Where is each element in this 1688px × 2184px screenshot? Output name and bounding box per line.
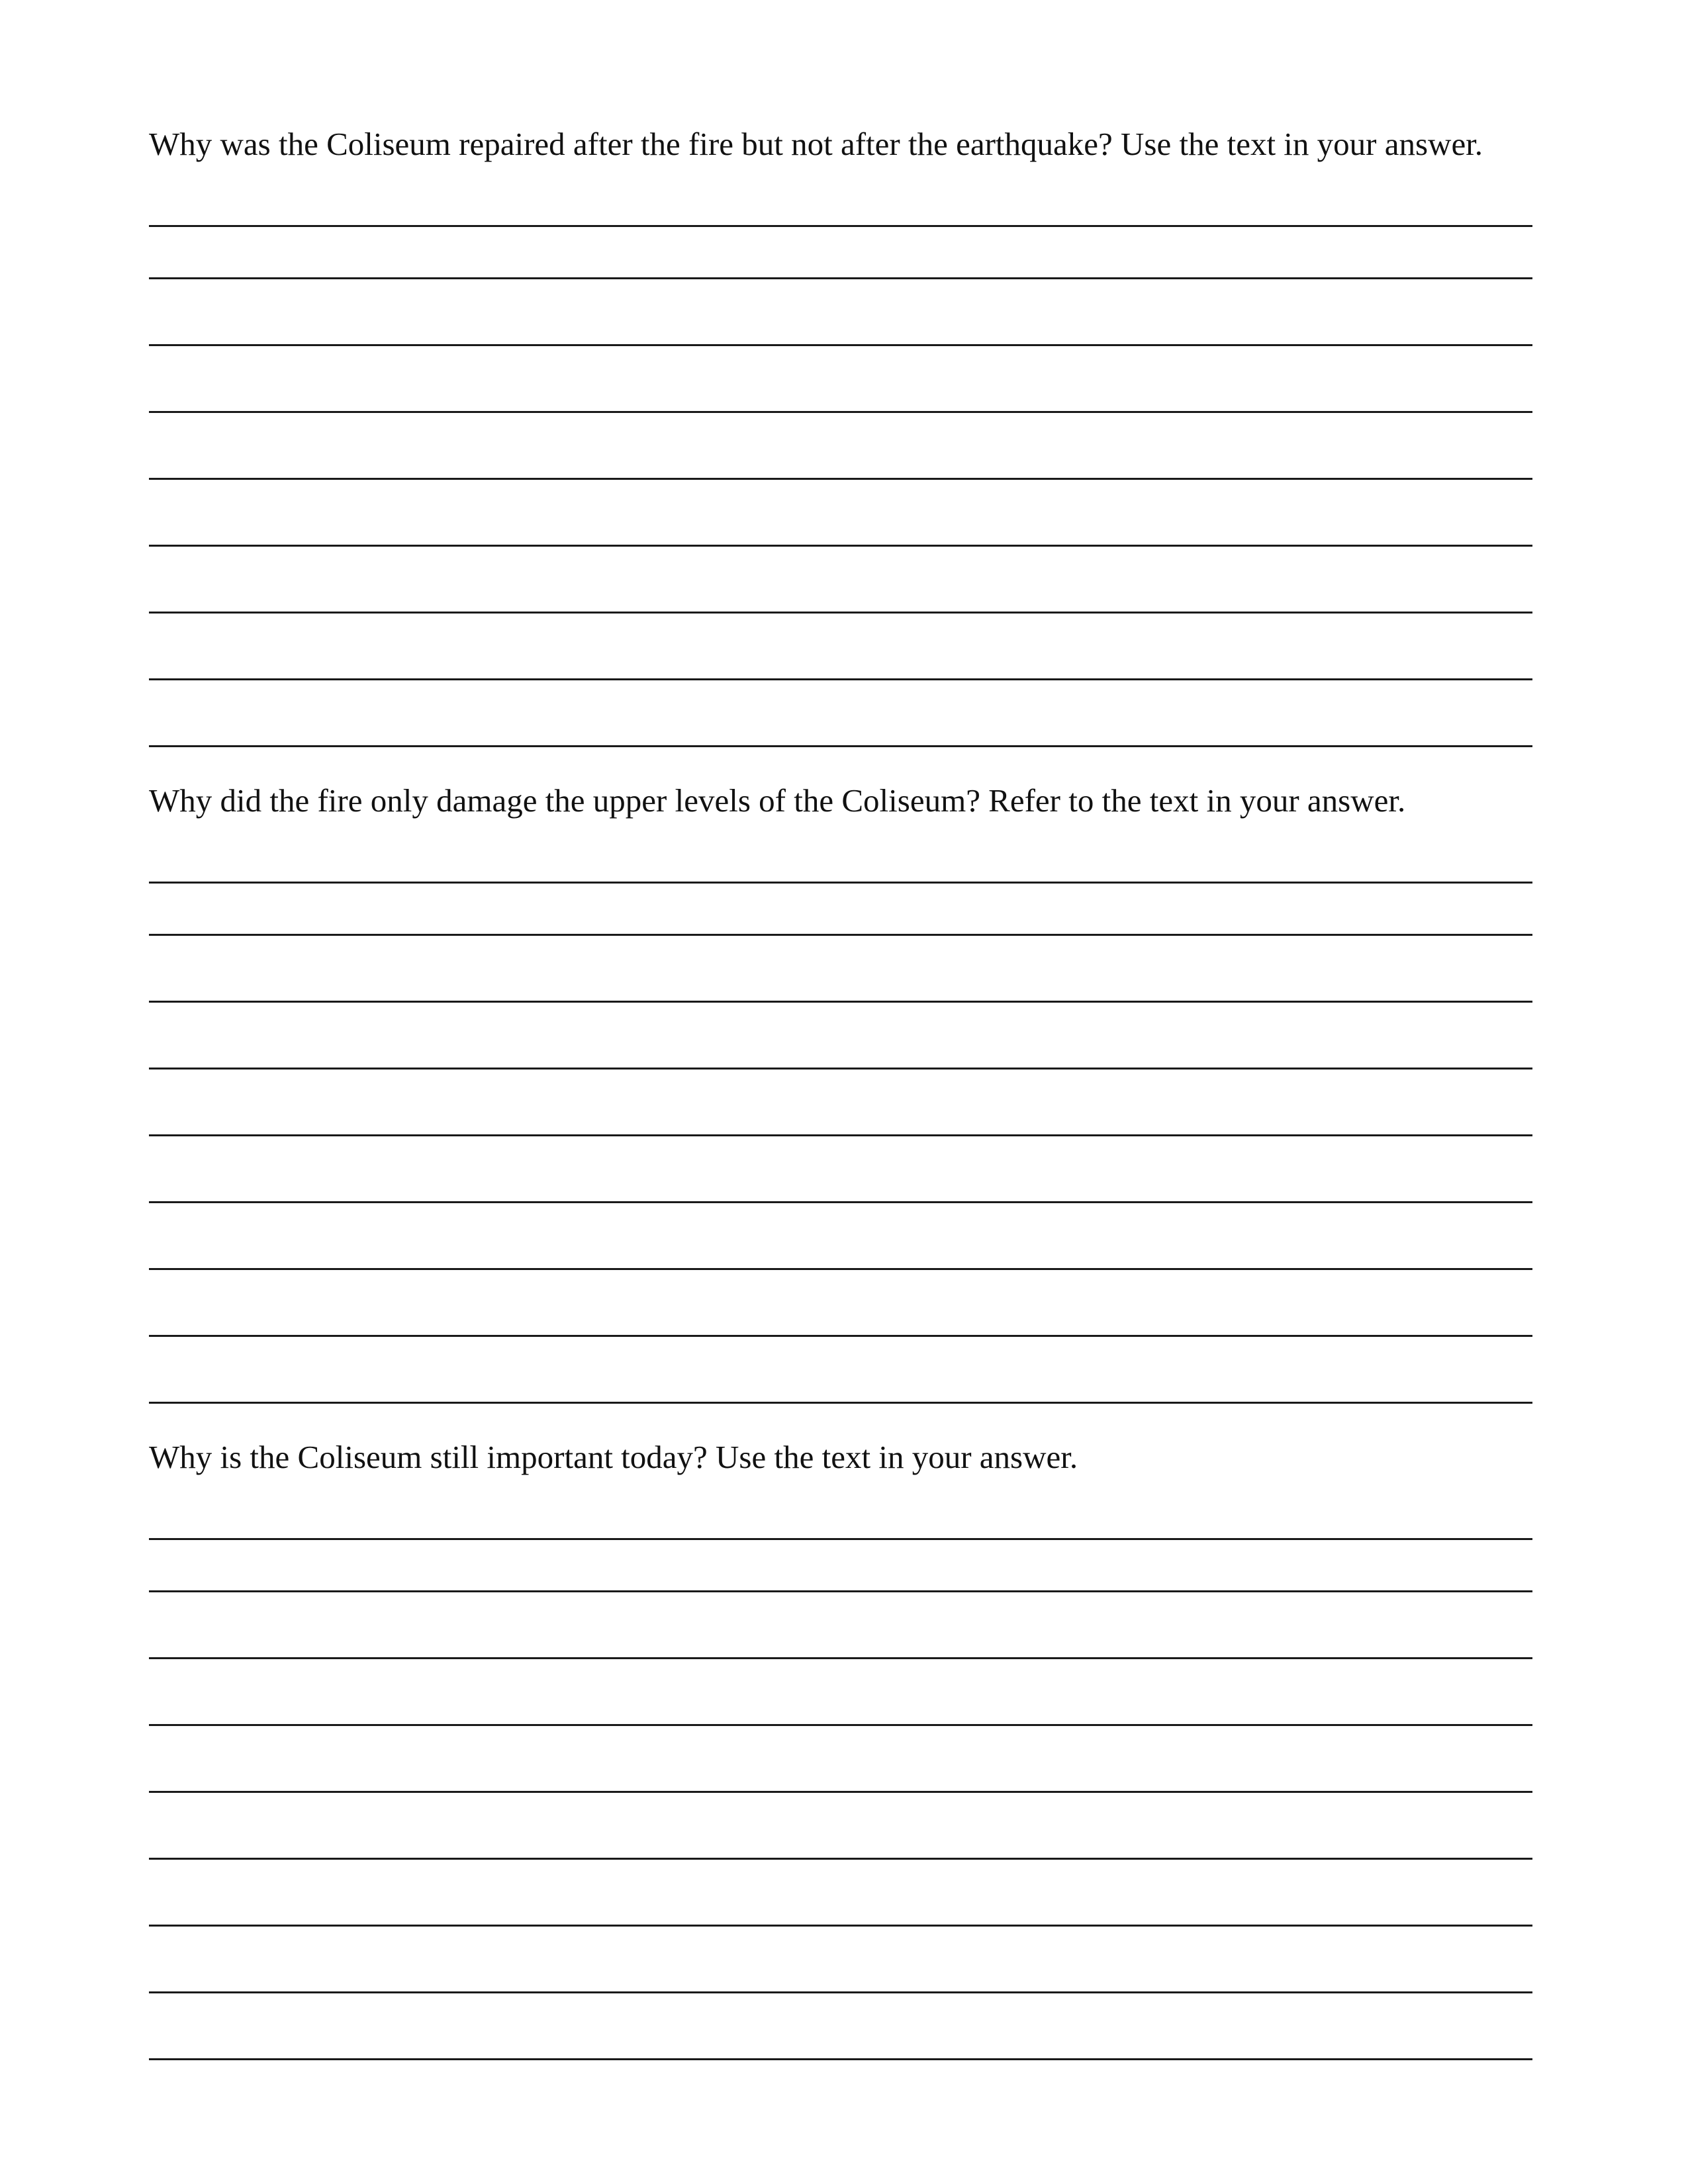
- answer-line[interactable]: [149, 1335, 1532, 1337]
- question-prompt: Why was the Coliseum repaired after the fire but not after the earthquake? Use the text in your answer.: [149, 126, 1483, 162]
- question-prompt: Why is the Coliseum still important today? Use the text in your answer.: [149, 1439, 1078, 1475]
- answer-line[interactable]: [149, 225, 1532, 227]
- answer-line[interactable]: [149, 1791, 1532, 1793]
- answer-line[interactable]: [149, 1134, 1532, 1136]
- answer-line[interactable]: [149, 1590, 1532, 1592]
- answer-line[interactable]: [149, 277, 1532, 279]
- question-section-1: [149, 124, 1532, 164]
- question-section-3: [149, 1437, 1532, 1477]
- answer-line[interactable]: [149, 1925, 1532, 1927]
- answer-line[interactable]: [149, 344, 1532, 346]
- question-section-2: [149, 781, 1532, 821]
- answer-line[interactable]: [149, 1724, 1532, 1726]
- answer-line[interactable]: [149, 1538, 1532, 1540]
- answer-line[interactable]: [149, 545, 1532, 547]
- answer-line[interactable]: [149, 1268, 1532, 1270]
- answer-line[interactable]: [149, 678, 1532, 680]
- answer-line[interactable]: [149, 1991, 1532, 1993]
- answer-line[interactable]: [149, 612, 1532, 614]
- answer-line[interactable]: [149, 745, 1532, 747]
- answer-line[interactable]: [149, 1201, 1532, 1203]
- answer-line[interactable]: [149, 2058, 1532, 2060]
- answer-line[interactable]: [149, 411, 1532, 413]
- answer-line[interactable]: [149, 1402, 1532, 1404]
- answer-line[interactable]: [149, 1001, 1532, 1003]
- question-prompt: Why did the fire only damage the upper levels of the Coliseum? Refer to the text in your answer.: [149, 782, 1406, 819]
- answer-line[interactable]: [149, 1657, 1532, 1659]
- answer-line[interactable]: [149, 934, 1532, 936]
- answer-line[interactable]: [149, 1858, 1532, 1860]
- answer-line[interactable]: [149, 478, 1532, 480]
- answer-line[interactable]: [149, 882, 1532, 884]
- answer-line[interactable]: [149, 1068, 1532, 1069]
